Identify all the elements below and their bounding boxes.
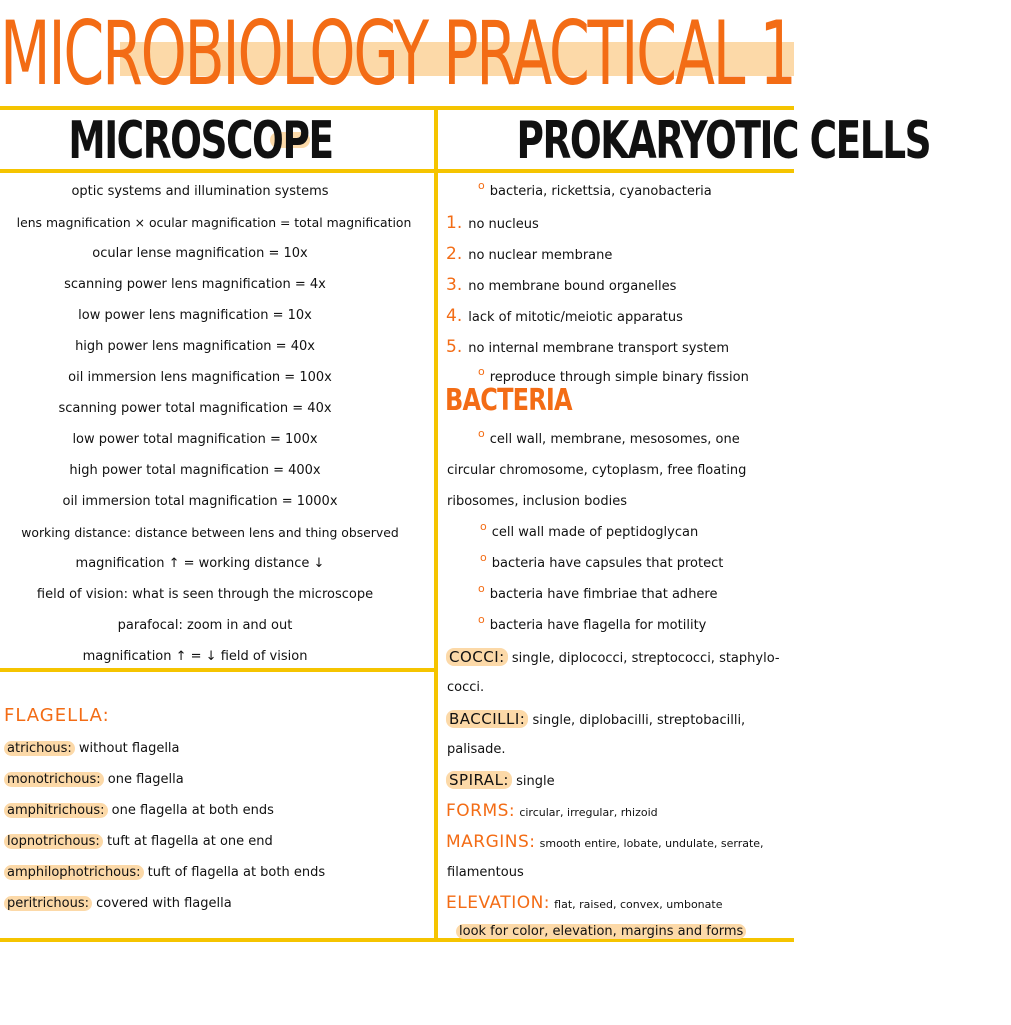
flagella-item	[4, 864, 325, 882]
numbered-item: 3. no membrane bound organelles	[446, 275, 677, 295]
note-line: low power total magnification = 100x	[72, 432, 318, 447]
margins-cont: filamentous	[447, 865, 524, 880]
note-line: magnification ↑ = working distance ↓	[75, 556, 325, 571]
microscope-heading: MICROSCOPE	[67, 111, 333, 171]
bacteria-bullet: $^o$ cell wall made of peptidoglycan	[480, 520, 699, 540]
flagella-desc: without flagella	[78, 741, 180, 756]
note-line: parafocal: zoom in and out	[117, 618, 293, 633]
bacteria-line: circular chromosome, cytoplasm, free floating	[447, 463, 747, 478]
elevation-term: ELEVATION:	[446, 893, 551, 913]
note-line: field of vision: what is seen through the microscope	[36, 587, 374, 602]
flagella-item	[4, 802, 274, 820]
note-line: oil immersion total magnification = 1000x	[62, 494, 338, 509]
flagella-term: lopnotrichous:	[4, 834, 103, 849]
numbered-item: 4. lack of mitotic/meiotic apparatus	[446, 306, 683, 326]
note-line: magnification ↑ = ↓ field of vision	[82, 649, 308, 664]
baccilli-line: BACCILLI: single, diplobacilli, streptobacilli,	[446, 710, 745, 730]
numbered-item: 2. no nuclear membrane	[446, 244, 613, 264]
bullet-icon: o	[478, 582, 485, 595]
spiral-line: SPIRAL: single	[446, 771, 555, 791]
rule-vertical	[434, 106, 438, 942]
note-line: lens magnification × ocular magnification = total magnification	[16, 215, 412, 230]
forms-line: FORMS: circular, irregular, rhizoid	[446, 801, 658, 821]
page-title-block	[0, 2, 794, 108]
note-line: working distance: distance between lens and thing observed	[21, 525, 399, 540]
note-line: low power lens magnification = 10x	[78, 308, 312, 323]
forms-term: FORMS:	[446, 801, 516, 821]
bullet-icon: o	[480, 551, 487, 564]
flagella-term: amphitrichous:	[4, 803, 108, 818]
note-line: optic systems and illumination systems	[71, 184, 329, 199]
prokaryotic-heading: PROKARYOTIC CELLS	[516, 111, 931, 171]
footer-note: look for color, elevation, margins and forms	[456, 923, 746, 941]
note-line: ocular lense magnification = 10x	[92, 246, 308, 261]
page-title: MICROBIOLOGY PRACTICAL 1	[0, 2, 795, 105]
numbered-item: 5. no internal membrane transport system	[446, 337, 730, 357]
bacteria-bullet: $^o$ bacteria have fimbriae that adhere	[478, 582, 718, 602]
cocci-line: COCCI: single, diplococci, streptococci, staphylo-	[446, 648, 780, 668]
margins-line: MARGINS: smooth entire, lobate, undulate, serrate,	[446, 832, 764, 852]
margins-term: MARGINS:	[446, 832, 536, 852]
flagella-term: monotrichous:	[4, 772, 104, 787]
reproduce-line: $^o$ reproduce through simple binary fission	[478, 365, 749, 385]
note-line: scanning power lens magnification = 4x	[64, 277, 326, 292]
note-line: scanning power total magnification = 40x	[58, 401, 332, 416]
bacteria-line: $^o$ cell wall, membrane, mesosomes, one	[478, 427, 740, 447]
flagella-item	[4, 771, 184, 789]
bacteria-bullet: $^o$ bacteria have capsules that protect	[480, 551, 724, 571]
flagella-desc: one flagella	[107, 772, 184, 787]
bullet-icon: o	[478, 179, 485, 192]
note-line: high power lens magnification = 40x	[75, 339, 315, 354]
note-line: oil immersion lens magnification = 100x	[68, 370, 332, 385]
flagella-term: atrichous:	[4, 741, 75, 756]
bacteria-line: ribosomes, inclusion bodies	[447, 494, 627, 509]
bullet-icon: o	[478, 365, 485, 378]
numbered-item: 1. no nucleus	[446, 213, 539, 233]
flagella-term: amphilophotrichous:	[4, 865, 144, 880]
cocci-term: COCCI:	[446, 648, 508, 666]
prokaryotic-intro: $^o$ bacteria, rickettsia, cyanobacteria	[478, 179, 712, 199]
bacteria-heading: BACTERIA	[445, 383, 572, 418]
rule-mid-left	[0, 668, 436, 672]
flagella-desc: tuft of flagella at both ends	[147, 865, 326, 880]
cocci-cont: cocci.	[447, 680, 485, 695]
baccilli-cont: palisade.	[447, 742, 506, 757]
note-line: high power total magnification = 400x	[69, 463, 321, 478]
flagella-desc: tuft at flagella at one end	[106, 834, 273, 849]
flagella-desc: covered with flagella	[96, 896, 232, 911]
flagella-item	[4, 740, 180, 758]
bullet-icon: o	[478, 613, 485, 626]
flagella-item	[4, 895, 232, 913]
elevation-line: ELEVATION: flat, raised, convex, umbonate	[446, 893, 723, 913]
bullet-icon: o	[478, 427, 485, 440]
flagella-heading: FLAGELLA:	[4, 705, 110, 726]
spiral-term: SPIRAL:	[446, 771, 512, 789]
bullet-icon: o	[480, 520, 487, 533]
flagella-item	[4, 833, 273, 851]
flagella-desc: one flagella at both ends	[111, 803, 274, 818]
baccilli-term: BACCILLI:	[446, 710, 528, 728]
flagella-term: peritrichous:	[4, 896, 92, 911]
bacteria-bullet: $^o$ bacteria have flagella for motility	[478, 613, 707, 633]
